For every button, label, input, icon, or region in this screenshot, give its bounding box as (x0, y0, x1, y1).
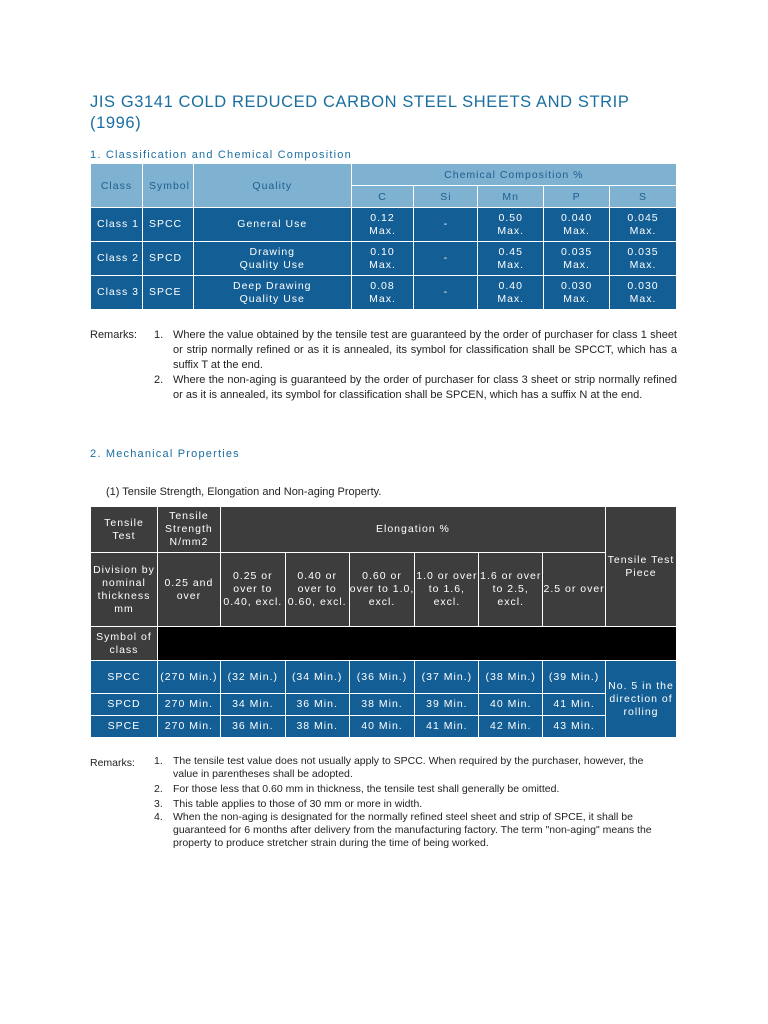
header-elongation-range: 0.25 or over to 0.40, excl. (220, 553, 285, 627)
header-p: P (544, 186, 610, 208)
cell-elongation: 41 Min. (415, 716, 479, 738)
section-heading-mechanical: 2. Mechanical Properties (90, 448, 240, 460)
cell-class: Class 2 (91, 242, 143, 276)
header-quality: Quality (193, 164, 351, 208)
cell-elongation: (39 Min.) (543, 661, 606, 694)
cell-symbol: SPCE (91, 716, 158, 738)
remark-item: 3. This table applies to those of 30 mm or more in width. (154, 798, 423, 810)
cell-mn: 0.50 Max. (478, 208, 544, 242)
header-chemical-composition: Chemical Composition % (351, 164, 676, 186)
cell-symbol: SPCC (91, 661, 158, 694)
table-row (91, 276, 677, 310)
cell-p: 0.030 Max. (544, 276, 610, 310)
header-elongation-range: 0.60 or over to 1.0, excl. (349, 553, 415, 627)
cell-elongation: (36 Min.) (349, 661, 415, 694)
cell-elongation: 40 Min. (479, 694, 543, 716)
cell-symbol: SPCE (142, 276, 193, 310)
cell-p: 0.040 Max. (544, 208, 610, 242)
header-elongation-range: 1.0 or over to 1.6, excl. (415, 553, 479, 627)
cell-class: Class 1 (91, 208, 143, 242)
header-elongation-range: 1.6 or over to 2.5, excl. (479, 553, 543, 627)
header-tensile-test-piece: Tensile Test Piece (606, 507, 677, 627)
cell-elongation: 36 Min. (285, 694, 349, 716)
header-tensile-test: Tensile Test (91, 507, 158, 553)
cell-si: - (414, 208, 478, 242)
header-elongation-range: 2.5 or over (543, 553, 606, 627)
header-symbol: Symbol (142, 164, 193, 208)
header-elongation: Elongation % (220, 507, 605, 553)
header-si: Si (414, 186, 478, 208)
remarks-label: Remarks: (90, 329, 138, 341)
remarks-label: Remarks: (90, 757, 135, 769)
header-elongation-range: 0.40 or over to 0.60, excl. (285, 553, 349, 627)
mechanical-properties-table (90, 506, 677, 738)
cell-mn: 0.40 Max. (478, 276, 544, 310)
header-class: Class (91, 164, 143, 208)
cell-test-piece: No. 5 in the direction of rolling (606, 661, 677, 738)
cell-symbol: SPCC (142, 208, 193, 242)
header-ts-range: 0.25 and over (157, 553, 220, 627)
table-row (91, 242, 677, 276)
cell-elongation: (37 Min.) (415, 661, 479, 694)
cell-elongation: (38 Min.) (479, 661, 543, 694)
cell-elongation: 34 Min. (220, 694, 285, 716)
header-symbol-of-class: Symbol of class (91, 627, 158, 661)
remark-item: 1. The tensile test value does not usually apply to SPCC. When required by the purchaser, however, the value in parentheses shall be adopted. (154, 755, 644, 780)
remark-item: 1. Where the value obtained by the tensile test are guaranteed by the order of purchaser for class 1 sheet or strip normally refined or as it is annealed, its symbol for classification shall be SPCCT, which has a suffix T at the end. (154, 329, 677, 371)
cell-class: Class 3 (91, 276, 143, 310)
cell-tensile-strength: (270 Min.) (157, 661, 220, 694)
cell-p: 0.035 Max. (544, 242, 610, 276)
table-row (91, 208, 677, 242)
cell-si: - (414, 242, 478, 276)
table-row (91, 716, 677, 738)
cell-quality: General Use (193, 208, 351, 242)
section-heading-classification: 1. Classification and Chemical Composition (90, 149, 352, 161)
cell-quality: Drawing Quality Use (193, 242, 351, 276)
header-division: Division by nominal thickness mm (91, 553, 158, 627)
cell-elongation: 39 Min. (415, 694, 479, 716)
cell-mn: 0.45 Max. (478, 242, 544, 276)
remark-item: 4. When the non-aging is designated for the normally refined steel sheet and strip of SPCE, it shall be guaranteed for 6 months after delivery from the manufacturing factory. The term "non-aging" means the property to produce stretcher strain during the time of being worked. (154, 811, 652, 849)
document-title: JIS G3141 COLD REDUCED CARBON STEEL SHEETS AND STRIP (1996) (90, 93, 630, 132)
cell-elongation: 38 Min. (349, 694, 415, 716)
remark-item: 2. Where the non-aging is guaranteed by the order of purchaser for class 3 sheet or strip normally refined or as it is annealed, its symbol for classification shall be SPCEN, which has a suffix N at the end. (154, 374, 677, 401)
cell-quality: Deep Drawing Quality Use (193, 276, 351, 310)
cell-c: 0.12 Max. (351, 208, 414, 242)
cell-s: 0.045 Max. (610, 208, 677, 242)
cell-symbol: SPCD (91, 694, 158, 716)
header-c: C (351, 186, 414, 208)
cell-elongation: 41 Min. (543, 694, 606, 716)
chemical-composition-table (90, 163, 677, 310)
cell-elongation: 36 Min. (220, 716, 285, 738)
cell-s: 0.035 Max. (610, 242, 677, 276)
cell-si: - (414, 276, 478, 310)
cell-c: 0.10 Max. (351, 242, 414, 276)
cell-elongation: 43 Min. (543, 716, 606, 738)
header-mn: Mn (478, 186, 544, 208)
cell-tensile-strength: 270 Min. (157, 694, 220, 716)
header-tensile-strength: Tensile Strength N/mm2 (157, 507, 220, 553)
table-row (91, 694, 677, 716)
cell-c: 0.08 Max. (351, 276, 414, 310)
table-row (91, 661, 677, 694)
cell-s: 0.030 Max. (610, 276, 677, 310)
cell-elongation: 38 Min. (285, 716, 349, 738)
cell-elongation: 40 Min. (349, 716, 415, 738)
cell-tensile-strength: 270 Min. (157, 716, 220, 738)
remark-item: 2. For those less that 0.60 mm in thickness, the tensile test shall generally be omitted. (154, 783, 560, 795)
subheading-tensile: (1) Tensile Strength, Elongation and Non-aging Property. (106, 486, 382, 498)
cell-symbol: SPCD (142, 242, 193, 276)
header-s: S (610, 186, 677, 208)
header-black-band (157, 627, 676, 661)
cell-elongation: 42 Min. (479, 716, 543, 738)
cell-elongation: (34 Min.) (285, 661, 349, 694)
cell-elongation: (32 Min.) (220, 661, 285, 694)
